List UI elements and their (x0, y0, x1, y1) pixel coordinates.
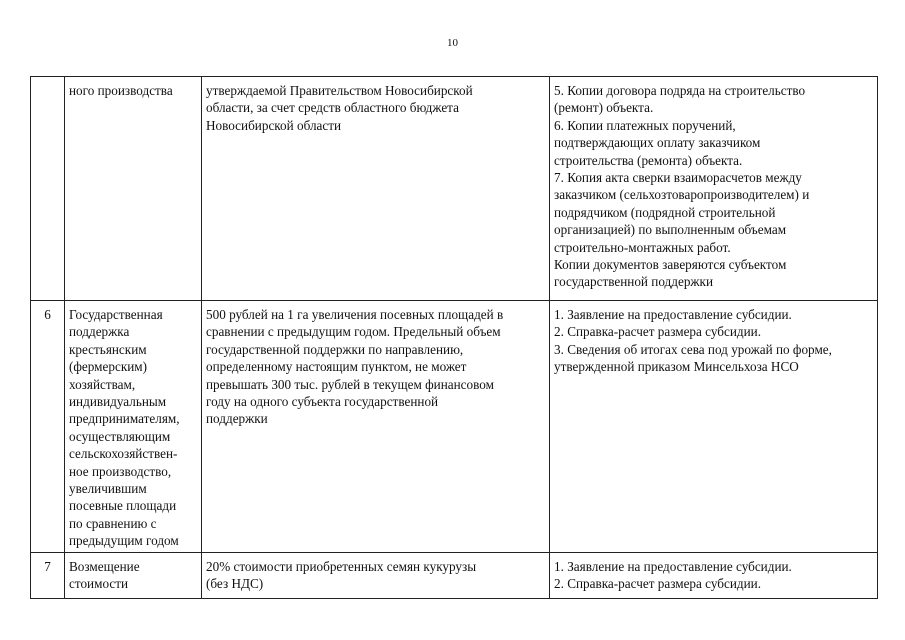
subsidy-rate-line: определенному настоящим пунктом, не может (206, 359, 467, 375)
direction-name-line: увеличившим (69, 481, 147, 497)
document-line: заказчиком (сельхозтоваропроизводителем) и (554, 187, 810, 203)
document-line: утвержденной приказом Минсельхоза НСО (554, 359, 799, 375)
direction-name-line: посевные площади (69, 498, 177, 514)
table-row (31, 553, 878, 599)
subsidy-rate-line: государственной поддержки по направлению, (206, 341, 464, 357)
document-line: 2. Справка-расчет размера субсидии. (554, 324, 762, 340)
direction-name-line: предыдущим годом (69, 533, 179, 549)
document-line: 7. Копия акта сверки взаиморасчетов между (554, 170, 802, 186)
direction-name-line: (фермерским) (69, 359, 148, 375)
subsidy-rate-line: году на одного субъекта государственной (206, 394, 439, 410)
table-row (31, 301, 878, 553)
subsidy-rate-line: (без НДС) (206, 576, 264, 592)
direction-name-line: осуществляющим (69, 428, 171, 444)
subsidy-rate-line: 20% стоимости приобретенных семян кукурузы (206, 559, 477, 574)
subsidy-rate-line: сравнении с предыдущим годом. Предельный объем (206, 324, 501, 340)
document-line: 1. Заявление на предоставление субсидии. (554, 307, 792, 322)
document-line: (ремонт) объекта. (554, 100, 654, 116)
document-line: Копии документов заверяются субъектом (554, 257, 787, 273)
direction-name-line: сельскохозяйствен- (69, 446, 178, 462)
document-line: 6. Копии платежных поручений, (554, 117, 736, 133)
direction-name-line: крестьянским (69, 341, 147, 357)
direction-name-line: Государственная (69, 307, 163, 322)
direction-name-line: ное производство, (69, 463, 172, 479)
direction-name-line: стоимости (69, 576, 129, 592)
required-documents-cell (550, 553, 878, 599)
table-row (31, 77, 878, 301)
row-number-cell (31, 77, 65, 301)
subsidy-rate-line: поддержки (206, 411, 268, 427)
direction-name-cell (65, 553, 202, 599)
subsidy-rate-cell (202, 553, 550, 599)
direction-name-line: ного производства (69, 83, 173, 98)
direction-name-cell (65, 301, 202, 553)
document-line: 3. Сведения об итогах сева под урожай по форме, (554, 341, 832, 357)
direction-name-line: поддержка (69, 324, 130, 340)
subsidy-rate-line: области, за счет средств областного бюджета (206, 100, 459, 116)
document-line: подтверждающих оплату заказчиком (554, 135, 761, 151)
document-line: 5. Копии договора подряда на строительство (554, 83, 806, 98)
document-line: подрядчиком (подрядной строительной (554, 204, 776, 220)
document-line: строительно-монтажных работ. (554, 239, 731, 255)
direction-name-line: Возмещение (69, 559, 140, 574)
subsidy-rate-cell (202, 301, 550, 553)
required-documents-cell (550, 301, 878, 553)
document-line: 2. Справка-расчет размера субсидии. (554, 576, 762, 592)
row-number-cell: 7 (31, 553, 65, 599)
page-number: 10 (447, 37, 458, 49)
direction-name-line: предпринимателям, (69, 411, 180, 427)
required-documents-cell (550, 77, 878, 301)
subsidy-rate-line: 500 рублей на 1 га увеличения посевных площадей в (206, 307, 504, 322)
direction-name-cell (65, 77, 202, 301)
document-line: государственной поддержки (554, 274, 713, 290)
direction-name-line: индивидуальным (69, 394, 167, 410)
subsidy-rate-line: превышать 300 тыс. рублей в текущем финансовом (206, 376, 494, 392)
subsidy-rate-line: утверждаемой Правительством Новосибирской (206, 83, 473, 98)
document-line: 1. Заявление на предоставление субсидии. (554, 559, 792, 574)
document-line: организацией) по выполненным объемам (554, 222, 787, 238)
subsidy-rate-cell (202, 77, 550, 301)
direction-name-line: хозяйствам, (69, 376, 136, 392)
row-number-cell: 6 (31, 301, 65, 553)
direction-name-line: по сравнению с (69, 515, 157, 531)
subsidy-rate-line: Новосибирской области (206, 117, 342, 133)
subsidy-table (30, 76, 878, 599)
document-line: строительства (ремонта) объекта. (554, 152, 743, 168)
